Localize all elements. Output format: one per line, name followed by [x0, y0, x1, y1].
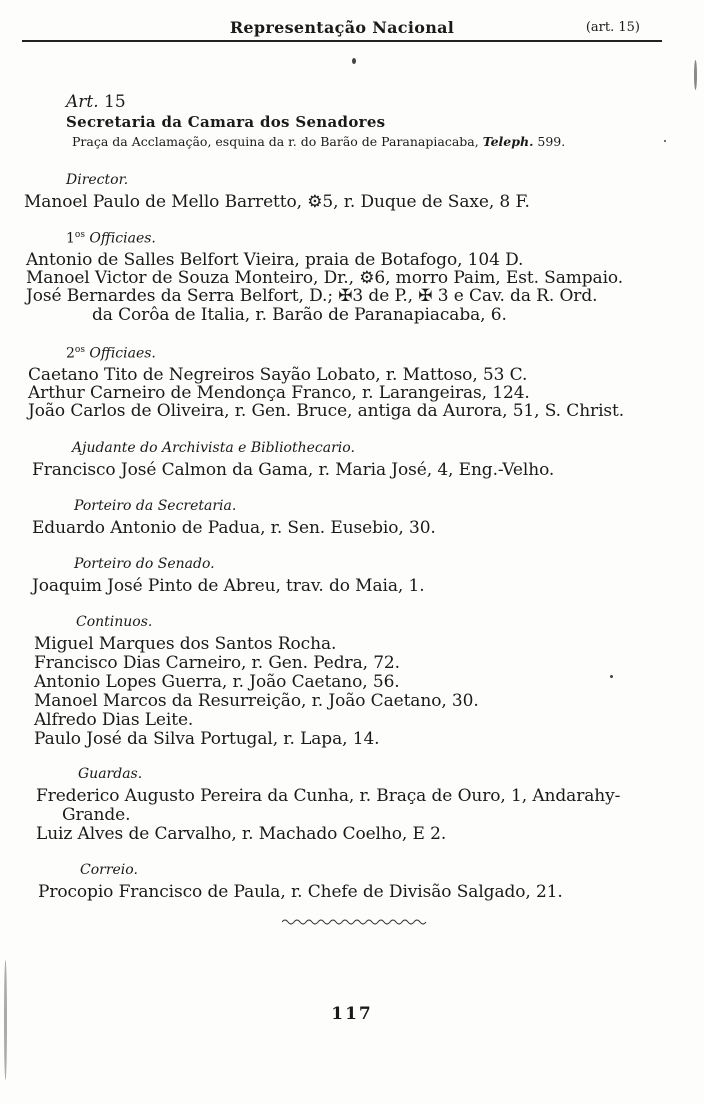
entry-continuos-2: Antonio Lopes Guerra, r. João Caetano, 56. [34, 672, 400, 692]
page-number: 117 [331, 1004, 373, 1024]
first-officers-title: Officiaes. [89, 230, 156, 247]
header-article-ref: (art. 15) [585, 20, 640, 35]
header-rule [22, 40, 662, 42]
scan-edge-mark [4, 960, 7, 1080]
section-title-continuos: Continuos. [76, 614, 153, 630]
entry-continuos-3: Manoel Marcos da Resurreição, r. João Caetano, 30. [34, 691, 479, 711]
entry-first-officers-3: da Corôa de Italia, r. Barão de Paranapiacaba, 6. [92, 305, 507, 325]
entry-continuos-1: Francisco Dias Carneiro, r. Gen. Pedra, 72. [34, 653, 400, 673]
entry-mail-0: Procopio Francisco de Paula, r. Chefe de Divisão Salgado, 21. [38, 882, 563, 902]
section-title-director: Director. [66, 172, 129, 188]
entry-second-officers-1: Arthur Carneiro de Mendonça Franco, r. Larangeiras, 124. [28, 383, 530, 403]
header-title: Representação Nacional [229, 18, 455, 37]
scan-speck [352, 58, 356, 64]
entry-guards-1: Grande. [62, 805, 131, 825]
section-title-first-officers [66, 230, 156, 247]
section-title-secretariat-porter: Porteiro da Secretaria. [74, 498, 237, 514]
entry-guards-2: Luiz Alves de Carvalho, r. Machado Coelho, E 2. [36, 824, 447, 844]
section-title-mail: Correio. [80, 862, 138, 878]
scan-edge-mark [694, 60, 697, 90]
second-officers-num: 2 [66, 345, 75, 362]
section-title-second-officers [66, 345, 156, 362]
entry-second-officers-0: Caetano Tito de Negreiros Sayão Lobato, r. Mattoso, 53 C. [28, 365, 528, 385]
telephone-number: 599. [537, 134, 566, 149]
scan-speck [664, 140, 666, 142]
telephone-label: Teleph. [482, 134, 534, 149]
scan-speck [610, 675, 613, 678]
address-text: Praça da Acclamação, esquina da r. do Barão de Paranapiacaba, [72, 134, 479, 149]
section-title-archivist-helper: Ajudante do Archivista e Bibliothecario. [72, 440, 355, 456]
section-title-senate-porter: Porteiro do Senado. [74, 556, 215, 572]
entry-senate-porter-0: Joaquim José Pinto de Abreu, trav. do Maia, 1. [32, 576, 425, 596]
second-officers-title: Officiaes. [89, 345, 156, 362]
entry-continuos-5: Paulo José da Silva Portugal, r. Lapa, 14. [34, 729, 380, 749]
article-number: 15 [104, 92, 126, 112]
entry-director-0: Manoel Paulo de Mello Barretto, ⚙5, r. Duque de Saxe, 8 F. [24, 192, 530, 212]
entry-secretariat-porter-0: Eduardo Antonio de Padua, r. Sen. Eusebio, 30. [32, 518, 436, 538]
section-title-guards: Guardas. [78, 766, 143, 782]
entry-first-officers-0: Antonio de Salles Belfort Vieira, praia de Botafogo, 104 D. [26, 250, 524, 270]
running-header [22, 14, 662, 44]
article-address [72, 134, 565, 149]
article-label [66, 92, 126, 112]
entry-continuos-4: Alfredo Dias Leite. [34, 710, 194, 730]
article-title: Secretaria da Camara dos Senadores [66, 113, 386, 131]
first-officers-sup: os [74, 230, 85, 240]
first-officers-num: 1 [66, 230, 75, 247]
entry-continuos-0: Miguel Marques dos Santos Rocha. [34, 634, 337, 654]
second-officers-sup: os [74, 345, 85, 355]
entry-first-officers-2: José Bernardes da Serra Belfort, D.; ✠3 de P., ✠ 3 e Cav. da R. Ord. [26, 286, 598, 306]
wavy-divider [282, 918, 428, 926]
entry-second-officers-2: João Carlos de Oliveira, r. Gen. Bruce, antiga da Aurora, 51, S. Christ. [28, 401, 625, 421]
article-label-text: Art. [66, 92, 99, 112]
entry-guards-0: Frederico Augusto Pereira da Cunha, r. Braça de Ouro, 1, Andarahy- [36, 786, 621, 806]
entry-first-officers-1: Manoel Victor de Souza Monteiro, Dr., ⚙6, morro Paim, Est. Sampaio. [26, 268, 624, 288]
entry-archivist-helper-0: Francisco José Calmon da Gama, r. Maria José, 4, Eng.-Velho. [32, 460, 555, 480]
